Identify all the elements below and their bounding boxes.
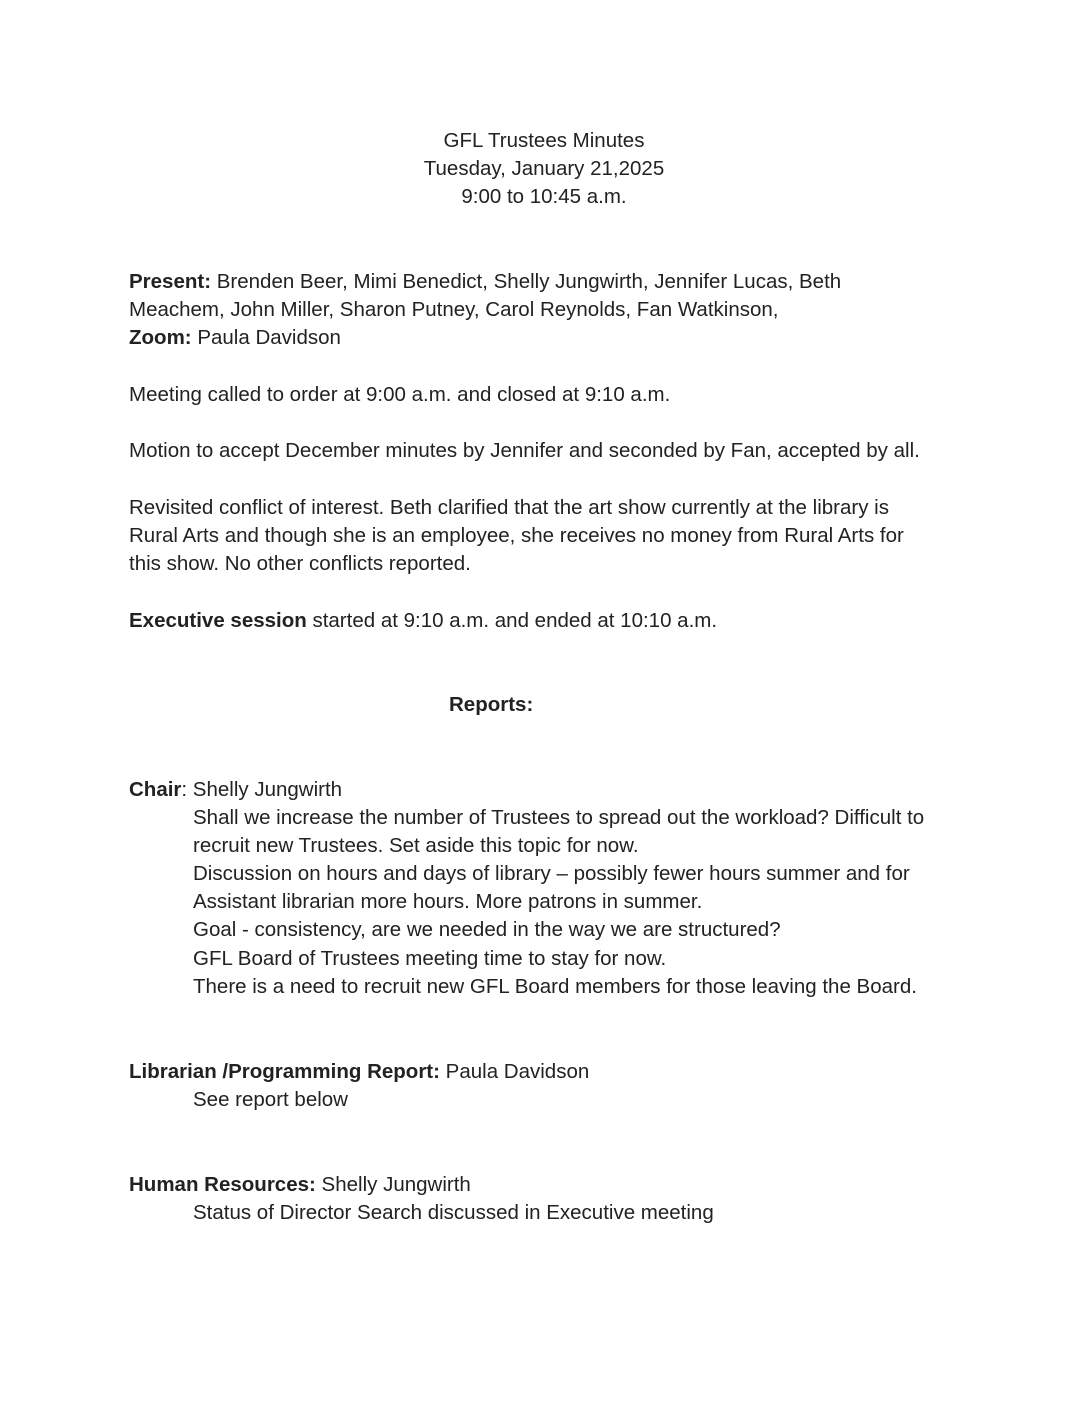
chair-item: Assistant librarian more hours. More patrons in summer.	[193, 890, 703, 913]
chair-item: There is a need to recruit new GFL Board members for those leaving the Board.	[193, 975, 917, 998]
meeting-date: Tuesday, January 21,2025	[423, 157, 665, 180]
present-line-1	[129, 268, 841, 296]
librarian-item: See report below	[193, 1088, 348, 1111]
hr-label: Human Resources:	[129, 1173, 316, 1196]
chair-item: GFL Board of Trustees meeting time to stay for now.	[193, 947, 667, 970]
executive-label: Executive session	[129, 609, 307, 632]
meeting-time: 9:00 to 10:45 a.m.	[461, 185, 627, 208]
call-to-order: Meeting called to order at 9:00 a.m. and closed at 9:10 a.m.	[129, 383, 671, 406]
conflict-line-1: Revisited conflict of interest. Beth clarified that the art show currently at the library is	[129, 496, 889, 519]
hr-name: Shelly Jungwirth	[315, 1173, 471, 1196]
document-title: GFL Trustees Minutes	[443, 129, 645, 152]
conflict-line-3: this show. No other conflicts reported.	[129, 552, 471, 575]
present-names-1: Brenden Beer, Mimi Benedict, Shelly Jungwirth, Jennifer Lucas, Beth	[216, 270, 842, 293]
chair-label: Chair	[129, 778, 182, 801]
zoom-label: Zoom:	[129, 326, 192, 349]
executive-text: started at 9:10 a.m. and ended at 10:10 a.m.	[306, 609, 718, 632]
zoom-value: Paula Davidson	[197, 326, 341, 349]
chair-item: Shall we increase the number of Trustees to spread out the workload? Difficult to	[193, 806, 925, 829]
motion-text: Motion to accept December minutes by Jennifer and seconded by Fan, accepted by all.	[129, 439, 920, 462]
hr-line	[129, 1171, 471, 1199]
executive-session-line	[129, 607, 717, 635]
conflict-line-2: Rural Arts and though she is an employee, she receives no money from Rural Arts for	[129, 524, 904, 547]
chair-name: : Shelly Jungwirth	[181, 778, 343, 801]
hr-item: Status of Director Search discussed in Executive meeting	[193, 1201, 714, 1224]
librarian-line	[129, 1058, 589, 1086]
chair-item: recruit new Trustees. Set aside this topic for now.	[193, 834, 639, 857]
chair-line	[129, 776, 342, 804]
present-label: Present:	[129, 270, 212, 293]
chair-item: Goal - consistency, are we needed in the way we are structured?	[193, 918, 781, 941]
chair-item: Discussion on hours and days of library – possibly fewer hours summer and for	[193, 862, 910, 885]
zoom-line	[129, 324, 341, 352]
librarian-label: Librarian /Programming Report:	[129, 1060, 440, 1083]
present-names-2: Meachem, John Miller, Sharon Putney, Carol Reynolds, Fan Watkinson,	[129, 298, 779, 321]
reports-heading: Reports:	[449, 693, 534, 716]
librarian-name: Paula Davidson	[439, 1060, 590, 1083]
